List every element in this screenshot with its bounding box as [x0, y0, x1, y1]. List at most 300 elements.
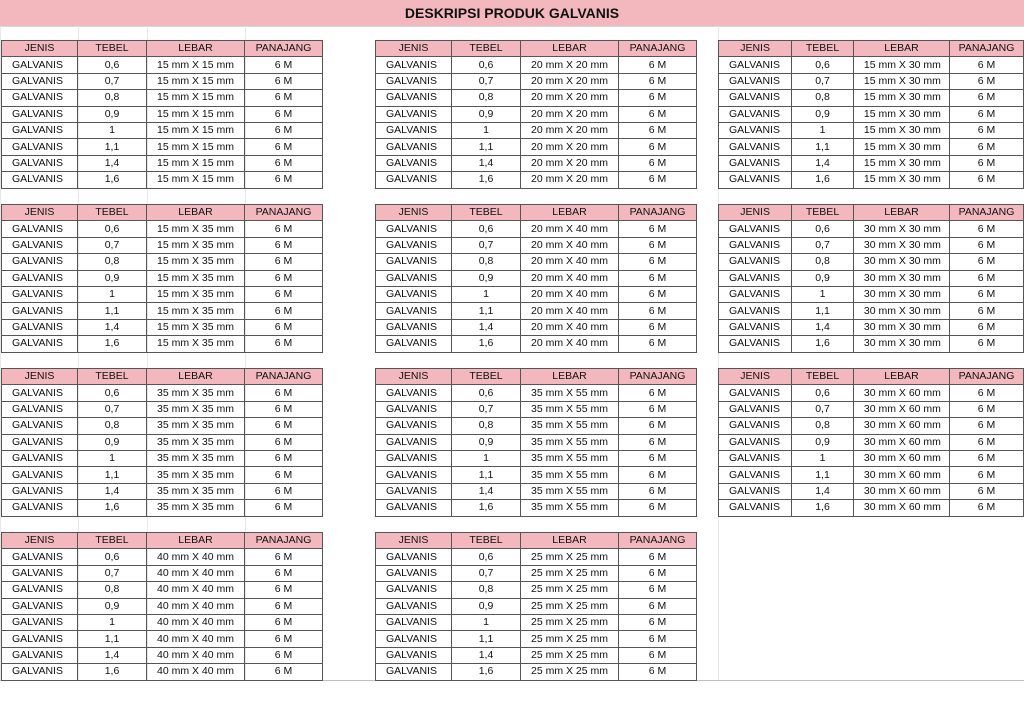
cell-jenis: GALVANIS [719, 500, 792, 516]
cell-jenis: GALVANIS [2, 647, 78, 663]
cell-jenis: GALVANIS [2, 467, 78, 483]
cell-jenis: GALVANIS [719, 434, 792, 450]
column-header-panajang: PANAJANG [950, 41, 1024, 57]
cell-jenis: GALVANIS [2, 90, 78, 106]
table-row [719, 483, 1024, 499]
cell-lebar: 30 mm X 60 mm [853, 500, 949, 516]
cell-jenis: GALVANIS [2, 286, 78, 302]
cell-lebar: 40 mm X 40 mm [147, 565, 245, 581]
cell-lebar: 35 mm X 55 mm [521, 401, 619, 417]
table-row [2, 254, 323, 270]
cell-panjang: 6 M [619, 483, 697, 499]
cell-panjang: 6 M [619, 286, 697, 302]
cell-lebar: 20 mm X 40 mm [521, 237, 619, 253]
cell-panjang: 6 M [619, 401, 697, 417]
cell-tebel: 1 [452, 286, 521, 302]
cell-panjang: 6 M [245, 450, 323, 466]
cell-panjang: 6 M [245, 57, 323, 73]
cell-tebel: 0,7 [78, 401, 147, 417]
cell-tebel: 0,7 [452, 401, 521, 417]
cell-jenis: GALVANIS [376, 385, 452, 401]
cell-lebar: 30 mm X 60 mm [853, 450, 949, 466]
cell-lebar: 30 mm X 30 mm [853, 270, 949, 286]
cell-lebar: 20 mm X 40 mm [521, 221, 619, 237]
cell-panjang: 6 M [619, 122, 697, 138]
cell-panjang: 6 M [619, 500, 697, 516]
cell-panjang: 6 M [619, 106, 697, 122]
table-row [719, 57, 1024, 73]
cell-tebel: 0,6 [452, 385, 521, 401]
table-row [719, 270, 1024, 286]
cell-panjang: 6 M [245, 73, 323, 89]
table-row [376, 647, 697, 663]
table-row [376, 565, 697, 581]
cell-jenis: GALVANIS [376, 237, 452, 253]
cell-jenis: GALVANIS [719, 106, 792, 122]
cell-jenis: GALVANIS [2, 106, 78, 122]
cell-panjang: 6 M [245, 90, 323, 106]
cell-tebel: 1,6 [78, 336, 147, 352]
cell-tebel: 1,1 [78, 139, 147, 155]
cell-jenis: GALVANIS [719, 467, 792, 483]
cell-jenis: GALVANIS [376, 467, 452, 483]
product-table-t10 [1, 532, 323, 681]
table-row [2, 270, 323, 286]
table-header-row [376, 205, 697, 221]
cell-jenis: GALVANIS [2, 155, 78, 171]
cell-lebar: 35 mm X 35 mm [147, 434, 245, 450]
cell-panjang: 6 M [245, 483, 323, 499]
cell-jenis: GALVANIS [719, 155, 792, 171]
cell-lebar: 15 mm X 15 mm [147, 155, 245, 171]
table-row [719, 303, 1024, 319]
cell-tebel: 1 [792, 286, 854, 302]
product-table-t5 [375, 204, 697, 353]
cell-jenis: GALVANIS [719, 73, 792, 89]
cell-lebar: 15 mm X 15 mm [147, 106, 245, 122]
cell-tebel: 1 [792, 450, 854, 466]
table-row [376, 139, 697, 155]
cell-jenis: GALVANIS [376, 172, 452, 188]
cell-lebar: 30 mm X 60 mm [853, 401, 949, 417]
cell-jenis: GALVANIS [2, 221, 78, 237]
cell-lebar: 20 mm X 20 mm [521, 155, 619, 171]
cell-jenis: GALVANIS [376, 500, 452, 516]
cell-lebar: 15 mm X 30 mm [853, 106, 949, 122]
table-header-row [719, 369, 1024, 385]
table-row [376, 106, 697, 122]
cell-lebar: 30 mm X 30 mm [853, 221, 949, 237]
cell-panjang: 6 M [245, 614, 323, 630]
cell-jenis: GALVANIS [376, 598, 452, 614]
table-row [2, 631, 323, 647]
cell-jenis: GALVANIS [376, 254, 452, 270]
cell-jenis: GALVANIS [719, 336, 792, 352]
table-row [719, 155, 1024, 171]
cell-jenis: GALVANIS [719, 254, 792, 270]
cell-jenis: GALVANIS [376, 401, 452, 417]
cell-panjang: 6 M [950, 467, 1024, 483]
cell-lebar: 40 mm X 40 mm [147, 598, 245, 614]
cell-jenis: GALVANIS [376, 549, 452, 565]
cell-jenis: GALVANIS [376, 155, 452, 171]
table-row [2, 467, 323, 483]
cell-lebar: 20 mm X 20 mm [521, 122, 619, 138]
column-header-lebar: LEBAR [147, 369, 245, 385]
cell-panjang: 6 M [619, 467, 697, 483]
cell-tebel: 0,7 [78, 565, 147, 581]
table-header-row [2, 369, 323, 385]
cell-lebar: 25 mm X 25 mm [521, 631, 619, 647]
page-title [0, 0, 1024, 27]
cell-panjang: 6 M [245, 270, 323, 286]
cell-tebel: 0,9 [78, 106, 147, 122]
cell-jenis: GALVANIS [2, 336, 78, 352]
cell-tebel: 1,4 [452, 155, 521, 171]
cell-panjang: 6 M [619, 336, 697, 352]
cell-lebar: 15 mm X 15 mm [147, 139, 245, 155]
cell-tebel: 1,6 [78, 500, 147, 516]
cell-tebel: 1,4 [78, 647, 147, 663]
cell-panjang: 6 M [245, 418, 323, 434]
cell-lebar: 30 mm X 60 mm [853, 483, 949, 499]
cell-lebar: 25 mm X 25 mm [521, 664, 619, 680]
cell-panjang: 6 M [245, 122, 323, 138]
cell-lebar: 15 mm X 15 mm [147, 73, 245, 89]
table-row [376, 221, 697, 237]
cell-panjang: 6 M [619, 565, 697, 581]
cell-tebel: 1,4 [792, 155, 854, 171]
table-row [376, 549, 697, 565]
cell-lebar: 30 mm X 60 mm [853, 385, 949, 401]
cell-jenis: GALVANIS [719, 122, 792, 138]
cell-tebel: 0,9 [78, 270, 147, 286]
column-header-jenis: JENIS [376, 205, 452, 221]
cell-jenis: GALVANIS [2, 73, 78, 89]
cell-tebel: 1 [452, 450, 521, 466]
cell-tebel: 0,8 [78, 418, 147, 434]
cell-jenis: GALVANIS [2, 500, 78, 516]
cell-lebar: 35 mm X 55 mm [521, 385, 619, 401]
table-row [376, 598, 697, 614]
column-header-tebel: TEBEL [78, 369, 147, 385]
cell-tebel: 0,7 [792, 237, 854, 253]
table-row [2, 483, 323, 499]
cell-tebel: 1,1 [78, 467, 147, 483]
cell-lebar: 30 mm X 30 mm [853, 303, 949, 319]
cell-lebar: 30 mm X 30 mm [853, 254, 949, 270]
cell-tebel: 0,8 [452, 254, 521, 270]
cell-jenis: GALVANIS [2, 582, 78, 598]
table-row [719, 450, 1024, 466]
column-header-tebel: TEBEL [792, 369, 854, 385]
cell-tebel: 0,8 [452, 418, 521, 434]
cell-lebar: 15 mm X 30 mm [853, 172, 949, 188]
table-row [376, 303, 697, 319]
cell-panjang: 6 M [950, 336, 1024, 352]
table-row [376, 434, 697, 450]
cell-lebar: 35 mm X 35 mm [147, 401, 245, 417]
cell-panjang: 6 M [245, 139, 323, 155]
cell-lebar: 15 mm X 35 mm [147, 336, 245, 352]
table-row [376, 254, 697, 270]
cell-jenis: GALVANIS [719, 418, 792, 434]
cell-lebar: 30 mm X 30 mm [853, 286, 949, 302]
cell-tebel: 1,1 [78, 303, 147, 319]
cell-jenis: GALVANIS [2, 483, 78, 499]
cell-tebel: 0,6 [792, 57, 854, 73]
cell-panjang: 6 M [619, 73, 697, 89]
cell-lebar: 15 mm X 35 mm [147, 237, 245, 253]
cell-lebar: 20 mm X 20 mm [521, 90, 619, 106]
cell-panjang: 6 M [619, 237, 697, 253]
cell-lebar: 25 mm X 25 mm [521, 614, 619, 630]
cell-tebel: 0,7 [78, 73, 147, 89]
table-header-row [2, 533, 323, 549]
cell-panjang: 6 M [245, 155, 323, 171]
cell-panjang: 6 M [245, 467, 323, 483]
cell-tebel: 1,4 [792, 483, 854, 499]
cell-tebel: 0,8 [452, 90, 521, 106]
cell-panjang: 6 M [950, 90, 1024, 106]
cell-panjang: 6 M [619, 139, 697, 155]
cell-lebar: 15 mm X 15 mm [147, 90, 245, 106]
column-header-jenis: JENIS [2, 205, 78, 221]
cell-jenis: GALVANIS [719, 319, 792, 335]
table-row [719, 73, 1024, 89]
cell-panjang: 6 M [950, 385, 1024, 401]
cell-panjang: 6 M [619, 450, 697, 466]
cell-panjang: 6 M [619, 385, 697, 401]
column-header-jenis: JENIS [719, 41, 792, 57]
table-header-row [719, 205, 1024, 221]
table-row [719, 106, 1024, 122]
column-header-jenis: JENIS [2, 533, 78, 549]
cell-panjang: 6 M [619, 647, 697, 663]
cell-tebel: 1,6 [78, 172, 147, 188]
cell-panjang: 6 M [950, 221, 1024, 237]
cell-panjang: 6 M [950, 237, 1024, 253]
cell-lebar: 35 mm X 55 mm [521, 467, 619, 483]
cell-panjang: 6 M [950, 500, 1024, 516]
column-header-jenis: JENIS [719, 369, 792, 385]
cell-lebar: 20 mm X 40 mm [521, 336, 619, 352]
column-header-jenis: JENIS [719, 205, 792, 221]
column-header-tebel: TEBEL [452, 369, 521, 385]
cell-panjang: 6 M [950, 106, 1024, 122]
table-header-row [2, 41, 323, 57]
column-header-lebar: LEBAR [521, 369, 619, 385]
table-row [376, 418, 697, 434]
table-row [719, 385, 1024, 401]
cell-jenis: GALVANIS [2, 565, 78, 581]
cell-jenis: GALVANIS [376, 73, 452, 89]
cell-panjang: 6 M [245, 172, 323, 188]
column-header-tebel: TEBEL [78, 205, 147, 221]
table-row [376, 122, 697, 138]
column-header-lebar: LEBAR [853, 41, 949, 57]
table-row [719, 90, 1024, 106]
cell-tebel: 0,9 [452, 434, 521, 450]
cell-panjang: 6 M [245, 664, 323, 680]
cell-jenis: GALVANIS [2, 434, 78, 450]
column-header-tebel: TEBEL [452, 41, 521, 57]
cell-lebar: 25 mm X 25 mm [521, 549, 619, 565]
column-header-lebar: LEBAR [521, 533, 619, 549]
cell-jenis: GALVANIS [376, 270, 452, 286]
cell-lebar: 40 mm X 40 mm [147, 614, 245, 630]
column-header-tebel: TEBEL [452, 205, 521, 221]
column-header-jenis: JENIS [376, 533, 452, 549]
cell-tebel: 1,4 [78, 155, 147, 171]
cell-tebel: 0,8 [78, 90, 147, 106]
table-row [376, 483, 697, 499]
cell-panjang: 6 M [245, 286, 323, 302]
table-row [2, 90, 323, 106]
cell-jenis: GALVANIS [376, 582, 452, 598]
table-row [2, 565, 323, 581]
table-row [719, 221, 1024, 237]
cell-tebel: 0,8 [78, 254, 147, 270]
cell-panjang: 6 M [619, 303, 697, 319]
cell-panjang: 6 M [619, 155, 697, 171]
cell-lebar: 15 mm X 35 mm [147, 286, 245, 302]
cell-panjang: 6 M [950, 286, 1024, 302]
cell-panjang: 6 M [245, 106, 323, 122]
cell-tebel: 0,9 [452, 270, 521, 286]
table-row [719, 319, 1024, 335]
cell-lebar: 35 mm X 35 mm [147, 467, 245, 483]
cell-jenis: GALVANIS [376, 106, 452, 122]
table-row [2, 434, 323, 450]
table-row [376, 664, 697, 680]
cell-panjang: 6 M [950, 483, 1024, 499]
cell-jenis: GALVANIS [376, 664, 452, 680]
table-row [2, 385, 323, 401]
cell-tebel: 0,6 [792, 385, 854, 401]
cell-jenis: GALVANIS [719, 303, 792, 319]
cell-lebar: 40 mm X 40 mm [147, 664, 245, 680]
cell-lebar: 20 mm X 40 mm [521, 319, 619, 335]
cell-lebar: 35 mm X 55 mm [521, 450, 619, 466]
cell-lebar: 15 mm X 35 mm [147, 303, 245, 319]
cell-tebel: 1,6 [452, 664, 521, 680]
cell-lebar: 15 mm X 35 mm [147, 221, 245, 237]
cell-lebar: 30 mm X 60 mm [853, 434, 949, 450]
cell-jenis: GALVANIS [2, 237, 78, 253]
table-row [2, 401, 323, 417]
cell-panjang: 6 M [245, 237, 323, 253]
column-header-panajang: PANAJANG [619, 205, 697, 221]
cell-tebel: 0,6 [792, 221, 854, 237]
cell-tebel: 0,9 [78, 598, 147, 614]
cell-jenis: GALVANIS [376, 122, 452, 138]
cell-jenis: GALVANIS [376, 90, 452, 106]
cell-tebel: 0,6 [78, 221, 147, 237]
cell-jenis: GALVANIS [376, 221, 452, 237]
table-row [2, 664, 323, 680]
cell-lebar: 35 mm X 35 mm [147, 483, 245, 499]
table-row [719, 434, 1024, 450]
product-table-t4 [1, 204, 323, 353]
cell-tebel: 1,6 [452, 172, 521, 188]
column-header-lebar: LEBAR [521, 205, 619, 221]
cell-lebar: 20 mm X 20 mm [521, 73, 619, 89]
column-header-panajang: PANAJANG [619, 533, 697, 549]
table-row [376, 90, 697, 106]
page-title-text: DESKRIPSI PRODUK GALVANIS [404, 5, 620, 21]
cell-panjang: 6 M [245, 549, 323, 565]
cell-panjang: 6 M [619, 172, 697, 188]
table-row [2, 336, 323, 352]
cell-panjang: 6 M [619, 582, 697, 598]
cell-jenis: GALVANIS [2, 549, 78, 565]
cell-jenis: GALVANIS [719, 172, 792, 188]
cell-tebel: 0,8 [792, 90, 854, 106]
cell-lebar: 40 mm X 40 mm [147, 631, 245, 647]
cell-panjang: 6 M [245, 582, 323, 598]
cell-lebar: 20 mm X 20 mm [521, 172, 619, 188]
column-header-panajang: PANAJANG [950, 369, 1024, 385]
product-table-t9 [718, 368, 1024, 517]
cell-jenis: GALVANIS [376, 647, 452, 663]
cell-panjang: 6 M [619, 664, 697, 680]
cell-jenis: GALVANIS [2, 172, 78, 188]
cell-lebar: 25 mm X 25 mm [521, 582, 619, 598]
cell-lebar: 35 mm X 35 mm [147, 418, 245, 434]
cell-panjang: 6 M [950, 434, 1024, 450]
cell-tebel: 1,1 [452, 631, 521, 647]
cell-tebel: 0,7 [792, 73, 854, 89]
product-table-t7 [1, 368, 323, 517]
table-row [2, 73, 323, 89]
column-header-jenis: JENIS [2, 41, 78, 57]
table-row [376, 172, 697, 188]
cell-panjang: 6 M [245, 303, 323, 319]
table-row [2, 139, 323, 155]
table-row [376, 237, 697, 253]
table-row [2, 450, 323, 466]
cell-tebel: 0,8 [792, 254, 854, 270]
cell-jenis: GALVANIS [719, 450, 792, 466]
cell-tebel: 1,6 [452, 336, 521, 352]
column-header-panajang: PANAJANG [245, 41, 323, 57]
cell-jenis: GALVANIS [376, 483, 452, 499]
cell-jenis: GALVANIS [719, 286, 792, 302]
cell-panjang: 6 M [245, 598, 323, 614]
cell-lebar: 40 mm X 40 mm [147, 549, 245, 565]
cell-lebar: 35 mm X 35 mm [147, 500, 245, 516]
table-row [719, 500, 1024, 516]
cell-tebel: 0,8 [452, 582, 521, 598]
cell-panjang: 6 M [245, 254, 323, 270]
table-header-row [719, 41, 1024, 57]
cell-jenis: GALVANIS [376, 286, 452, 302]
cell-tebel: 1,6 [792, 500, 854, 516]
table-row [719, 139, 1024, 155]
cell-tebel: 0,9 [452, 106, 521, 122]
cell-jenis: GALVANIS [376, 57, 452, 73]
cell-jenis: GALVANIS [2, 270, 78, 286]
cell-tebel: 0,9 [792, 106, 854, 122]
cell-tebel: 0,9 [792, 434, 854, 450]
cell-jenis: GALVANIS [2, 614, 78, 630]
cell-lebar: 15 mm X 15 mm [147, 57, 245, 73]
cell-tebel: 1 [78, 286, 147, 302]
table-row [2, 614, 323, 630]
cell-tebel: 0,9 [452, 598, 521, 614]
column-header-tebel: TEBEL [792, 41, 854, 57]
